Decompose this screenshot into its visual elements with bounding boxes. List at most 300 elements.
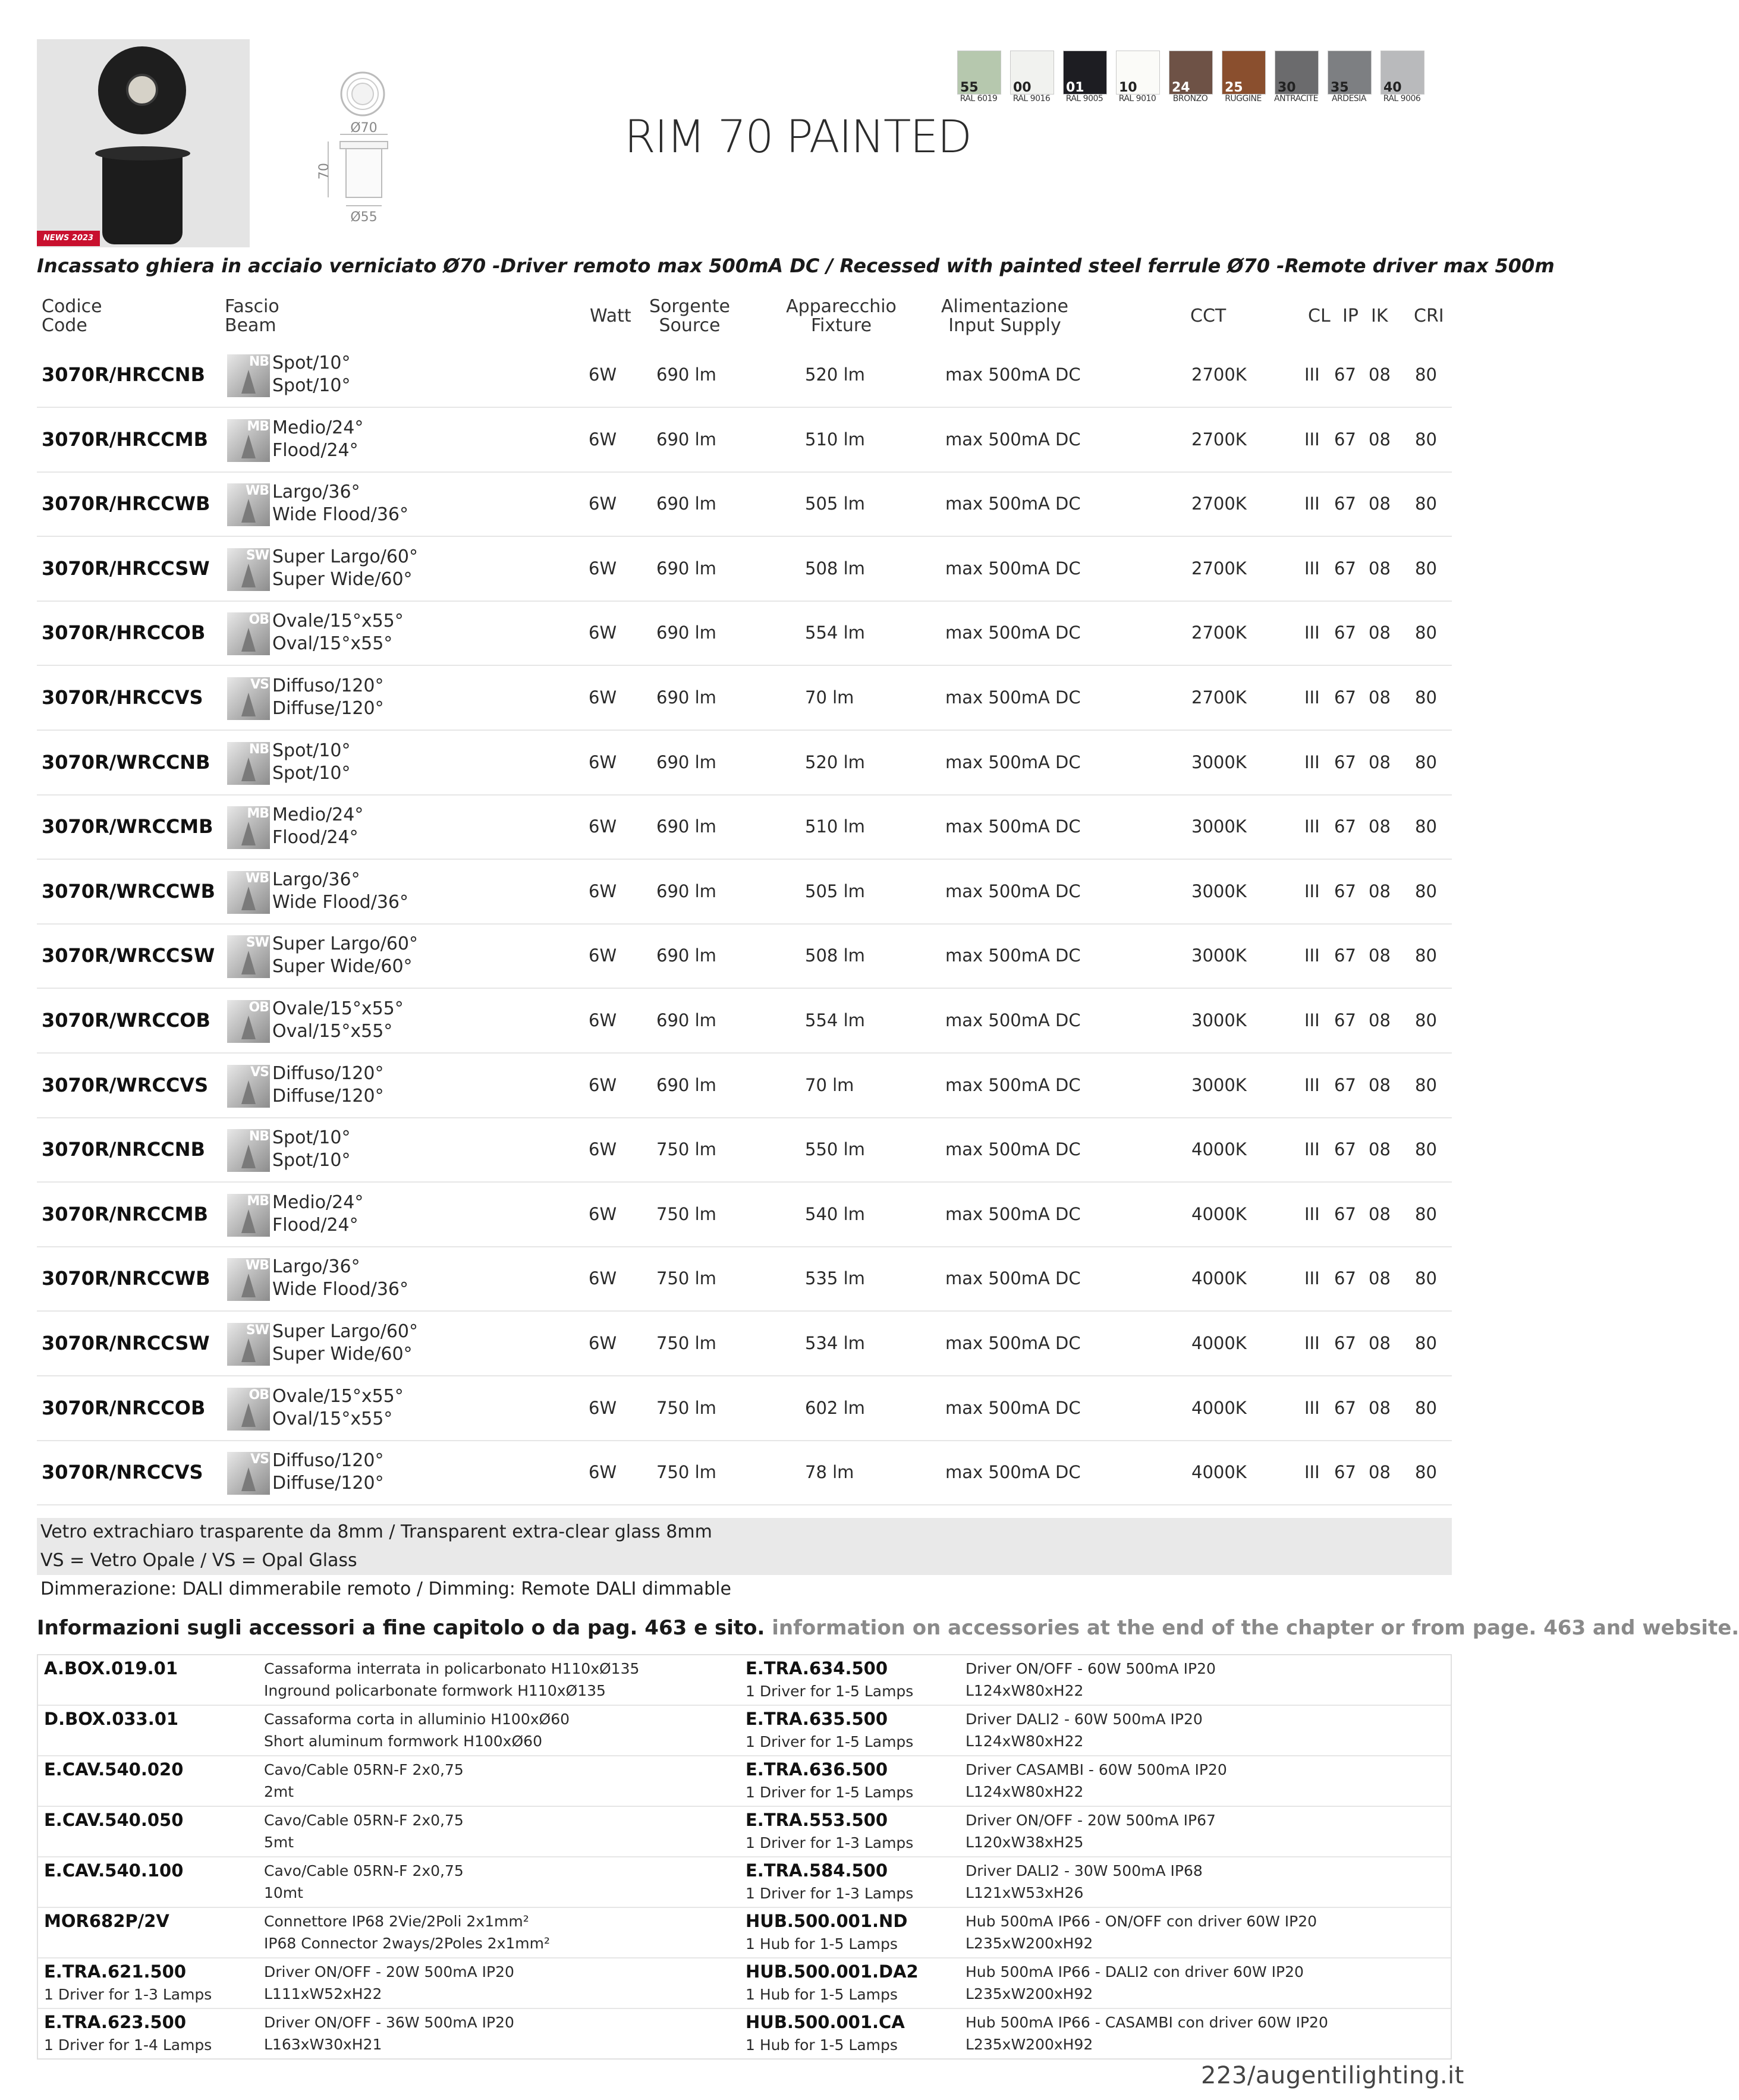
page-title: RIM 70 PAINTED — [624, 110, 971, 163]
accessory-row — [38, 1958, 1451, 2009]
beam-icon-label: SW — [246, 1323, 269, 1338]
product-code: 3070R/NRCCNB — [42, 1138, 205, 1161]
beam-icon-label: SW — [246, 935, 269, 951]
cct-value: 3000K — [1191, 1074, 1247, 1095]
beam-icon-label: OB — [249, 1000, 269, 1015]
lamp-lens — [126, 74, 158, 106]
beam-it: Diffuso/120° — [272, 1450, 384, 1472]
cl-value: III — [1304, 881, 1320, 901]
beam-text — [272, 730, 350, 794]
cri-value: 80 — [1415, 558, 1437, 579]
source-value: 690 lm — [656, 816, 716, 837]
supply-value: max 500mA DC — [945, 1203, 1081, 1224]
supply-value: max 500mA DC — [945, 429, 1081, 449]
col-beam: Fascio Beam — [225, 296, 279, 336]
ik-value: 08 — [1369, 558, 1391, 579]
beam-icon-label: OB — [249, 1387, 269, 1403]
ik-value: 08 — [1369, 1268, 1391, 1289]
swatch-ral: RUGGINE — [1225, 94, 1262, 103]
ik-value: 08 — [1369, 687, 1391, 708]
cct-value: 2700K — [1191, 429, 1247, 449]
supply-value: max 500mA DC — [945, 1074, 1081, 1095]
accessory-row — [38, 1857, 1451, 1908]
cl-value: III — [1304, 1203, 1320, 1224]
cl-value: III — [1304, 1268, 1320, 1289]
cct-value: 4000K — [1191, 1139, 1247, 1160]
beam-en: Diffuse/120° — [272, 1473, 384, 1494]
col-fixture: Apparecchio Fixture — [786, 296, 897, 336]
source-value: 690 lm — [656, 1010, 716, 1030]
ik-value: 08 — [1369, 493, 1391, 514]
acc-right-code: HUB.500.001.DA2 1 Hub for 1-5 Lamps — [746, 1961, 919, 2003]
swatch-code: 55 — [960, 80, 979, 95]
beam-icon-label: WB — [245, 870, 269, 886]
beam-icon-label: NB — [249, 741, 269, 757]
cct-value: 2700K — [1191, 493, 1247, 514]
beam-icon-label: NB — [249, 354, 269, 369]
beam-icon-label: WB — [245, 1258, 269, 1274]
ip-value: 67 — [1334, 1268, 1356, 1289]
ip-value: 67 — [1334, 1010, 1356, 1030]
beam-en: Oval/15°x55° — [272, 1021, 393, 1042]
watt-value: 6W — [589, 1397, 617, 1418]
table-row — [37, 923, 1452, 989]
ik-value: 08 — [1369, 1333, 1391, 1353]
acc-right-desc: Hub 500mA IP66 - ON/OFF con driver 60W IP20 L235xW200xH92 — [966, 1913, 1317, 1952]
product-code: 3070R/WRCCSW — [42, 944, 215, 967]
beam-icon-label: VS — [250, 677, 269, 692]
swatch-ral: RAL 6019 — [960, 94, 998, 103]
beam-it: Largo/36° — [272, 869, 360, 890]
table-row — [37, 407, 1452, 473]
cct-value: 4000K — [1191, 1333, 1247, 1353]
source-value: 750 lm — [656, 1268, 716, 1289]
product-code: 3070R/NRCCVS — [42, 1461, 203, 1484]
product-code: 3070R/NRCCOB — [42, 1396, 206, 1419]
ip-value: 67 — [1334, 1333, 1356, 1353]
product-code: 3070R/NRCCSW — [42, 1332, 210, 1354]
watt-value: 6W — [589, 687, 617, 708]
cri-value: 80 — [1415, 623, 1437, 643]
beam-icon-label: MB — [247, 1193, 269, 1209]
swatch — [1169, 51, 1213, 95]
cl-value: III — [1304, 816, 1320, 837]
beam-it: Medio/24° — [272, 417, 364, 438]
beam-text — [272, 1311, 418, 1375]
table-row — [37, 730, 1452, 796]
fixture-value: 520 lm — [805, 752, 865, 772]
acc-right-code: E.TRA.553.500 1 Driver for 1-3 Lamps — [746, 1810, 914, 1851]
beam-text — [272, 601, 404, 665]
cl-value: III — [1304, 364, 1320, 385]
beam-icon — [227, 742, 270, 785]
ik-value: 08 — [1369, 1074, 1391, 1095]
beam-en: Spot/10° — [272, 1150, 351, 1171]
product-code: 3070R/WRCCVS — [42, 1073, 209, 1096]
beam-icon — [227, 419, 270, 462]
swatch-ral: ARDESIA — [1331, 94, 1367, 103]
beam-icon — [227, 677, 270, 720]
accessory-row — [38, 1756, 1451, 1807]
ip-value: 67 — [1334, 623, 1356, 643]
col-cl: CL — [1308, 306, 1331, 326]
source-value: 690 lm — [656, 752, 716, 772]
cri-value: 80 — [1415, 429, 1437, 449]
beam-text — [272, 1182, 363, 1246]
swatch-ral: RAL 9006 — [1383, 94, 1421, 103]
source-value: 750 lm — [656, 1462, 716, 1483]
source-value: 690 lm — [656, 945, 716, 966]
acc-right-desc: Driver ON/OFF - 60W 500mA IP20 L124xW80xH22 — [966, 1660, 1216, 1699]
product-code: 3070R/HRCCOB — [42, 621, 206, 645]
product-code: 3070R/WRCCOB — [42, 1009, 210, 1032]
swatch — [1222, 51, 1266, 95]
beam-text — [272, 1053, 384, 1117]
beam-icon — [227, 1323, 270, 1366]
beam-en: Oval/15°x55° — [272, 633, 393, 655]
cct-value: 4000K — [1191, 1397, 1247, 1418]
cri-value: 80 — [1415, 752, 1437, 772]
cct-value: 4000K — [1191, 1203, 1247, 1224]
beam-text — [272, 923, 418, 988]
product-code: 3070R/WRCCNB — [42, 750, 210, 774]
ik-value: 08 — [1369, 881, 1391, 901]
beam-it: Ovale/15°x55° — [272, 1385, 404, 1407]
beam-icon — [227, 1129, 270, 1172]
beam-icon — [227, 1194, 270, 1237]
acc-left-code: E.CAV.540.020 — [44, 1759, 184, 1780]
watt-value: 6W — [589, 881, 617, 901]
beam-icon-label: OB — [249, 612, 269, 628]
beam-en: Wide Flood/36° — [272, 1279, 408, 1300]
beam-en: Diffuse/120° — [272, 698, 384, 719]
supply-value: max 500mA DC — [945, 364, 1081, 385]
cri-value: 80 — [1415, 1462, 1437, 1483]
watt-value: 6W — [589, 1203, 617, 1224]
table-row — [37, 471, 1452, 537]
fixture-value: 505 lm — [805, 493, 865, 514]
cri-value: 80 — [1415, 1268, 1437, 1289]
accessory-row — [38, 2009, 1451, 2058]
cl-value: III — [1304, 429, 1320, 449]
swatch-ral: ANTRACITE — [1274, 94, 1318, 103]
acc-left-code: E.CAV.540.100 — [44, 1860, 184, 1881]
acc-right-desc: Driver DALI2 - 60W 500mA IP20 L124xW80xH22 — [966, 1711, 1203, 1750]
ip-value: 67 — [1334, 816, 1356, 837]
col-ik: IK — [1371, 306, 1388, 326]
accessories-table — [37, 1654, 1452, 2060]
acc-right-desc: Driver DALI2 - 30W 500mA IP68 L121xW53xH26 — [966, 1862, 1203, 1901]
supply-value: max 500mA DC — [945, 687, 1081, 708]
beam-icon — [227, 1258, 270, 1301]
source-value: 690 lm — [656, 364, 716, 385]
cl-value: III — [1304, 1462, 1320, 1483]
cri-value: 80 — [1415, 1139, 1437, 1160]
acc-left-code: E.TRA.621.500 1 Driver for 1-3 Lamps — [44, 1961, 212, 2003]
cl-value: III — [1304, 1010, 1320, 1030]
beam-icon — [227, 935, 270, 978]
beam-en: Flood/24° — [272, 827, 359, 848]
supply-value: max 500mA DC — [945, 1010, 1081, 1030]
table-row — [37, 1053, 1452, 1118]
cct-value: 3000K — [1191, 752, 1247, 772]
cct-value: 3000K — [1191, 1010, 1247, 1030]
ik-value: 08 — [1369, 1397, 1391, 1418]
swatch-code: 40 — [1383, 80, 1402, 95]
ik-value: 08 — [1369, 623, 1391, 643]
ip-value: 67 — [1334, 364, 1356, 385]
acc-right-code: E.TRA.584.500 1 Driver for 1-3 Lamps — [746, 1860, 914, 1902]
acc-left-code: A.BOX.019.01 — [44, 1658, 178, 1678]
beam-en: Wide Flood/36° — [272, 891, 408, 913]
cl-value: III — [1304, 1333, 1320, 1353]
note-dimming: Dimmerazione: DALI dimmerabile remoto / Dimming: Remote DALI dimmable — [40, 1579, 731, 1599]
lamp-ferrule — [95, 146, 190, 161]
beam-text — [272, 859, 408, 923]
cri-value: 80 — [1415, 364, 1437, 385]
ik-value: 08 — [1369, 816, 1391, 837]
ik-value: 08 — [1369, 1203, 1391, 1224]
cri-value: 80 — [1415, 945, 1437, 966]
supply-value: max 500mA DC — [945, 1462, 1081, 1483]
beam-icon-label: WB — [245, 483, 269, 499]
beam-icon — [227, 548, 270, 591]
table-row — [37, 536, 1452, 602]
watt-value: 6W — [589, 493, 617, 514]
watt-value: 6W — [589, 558, 617, 579]
table-row — [37, 1440, 1452, 1505]
table-row — [37, 665, 1452, 731]
col-cri: CRI — [1414, 306, 1444, 326]
fixture-value: 78 lm — [805, 1462, 854, 1483]
ik-value: 08 — [1369, 429, 1391, 449]
acc-left-desc: Cassaforma interrata in policarbonato H110xØ135 Inground policarbonate formwork H110xØ135 — [264, 1660, 640, 1699]
watt-value: 6W — [589, 429, 617, 449]
swatch-code: 10 — [1119, 80, 1137, 95]
beam-icon — [227, 1452, 270, 1495]
ip-value: 67 — [1334, 429, 1356, 449]
product-code: 3070R/HRCCSW — [42, 557, 210, 580]
ip-value: 67 — [1334, 881, 1356, 901]
cct-value: 2700K — [1191, 558, 1247, 579]
beam-icon — [227, 1388, 270, 1431]
beam-icon-label: MB — [247, 806, 269, 822]
acc-right-code: HUB.500.001.ND 1 Hub for 1-5 Lamps — [746, 1911, 908, 1953]
beam-icon — [227, 1000, 270, 1043]
beam-en: Super Wide/60° — [272, 568, 413, 590]
dim-diameter: Ø70 — [350, 121, 378, 136]
source-value: 690 lm — [656, 558, 716, 579]
swatch — [1063, 51, 1107, 95]
swatch — [1010, 51, 1054, 95]
beam-icon-label: VS — [250, 1452, 269, 1467]
product-code: 3070R/NRCCWB — [42, 1267, 210, 1290]
acc-right-code: E.TRA.635.500 1 Driver for 1-5 Lamps — [746, 1709, 914, 1750]
beam-text — [272, 342, 350, 407]
fixture-value: 70 lm — [805, 1074, 854, 1095]
table-row — [37, 342, 1452, 408]
cct-value: 2700K — [1191, 364, 1247, 385]
beam-it: Spot/10° — [272, 740, 351, 761]
watt-value: 6W — [589, 1462, 617, 1483]
acc-left-code: E.TRA.623.500 1 Driver for 1-4 Lamps — [44, 2012, 212, 2054]
acc-left-desc: Cavo/Cable 05RN-F 2x0,75 10mt — [264, 1862, 464, 1901]
product-code: 3070R/WRCCWB — [42, 879, 215, 903]
beam-icon-label: MB — [247, 419, 269, 434]
watt-value: 6W — [589, 1139, 617, 1160]
source-value: 690 lm — [656, 881, 716, 901]
cl-value: III — [1304, 1397, 1320, 1418]
source-value: 690 lm — [656, 1074, 716, 1095]
cct-value: 2700K — [1191, 623, 1247, 643]
supply-value: max 500mA DC — [945, 1333, 1081, 1353]
table-row — [37, 1246, 1452, 1312]
cri-value: 80 — [1415, 687, 1437, 708]
swatch-ral: RAL 9005 — [1065, 94, 1103, 103]
dim-height: 70 — [317, 163, 332, 180]
watt-value: 6W — [589, 623, 617, 643]
acc-left-code: E.CAV.540.050 — [44, 1810, 184, 1830]
beam-it: Ovale/15°x55° — [272, 611, 404, 632]
supply-value: max 500mA DC — [945, 1139, 1081, 1160]
acc-left-code: D.BOX.033.01 — [44, 1709, 179, 1729]
note-opal: VS = Vetro Opale / VS = Opal Glass — [37, 1546, 1452, 1575]
lamp-body — [102, 152, 183, 244]
col-supply: Alimentazione Input Supply — [941, 296, 1068, 336]
beam-icon-label: NB — [249, 1129, 269, 1145]
watt-value: 6W — [589, 364, 617, 385]
beam-en: Spot/10° — [272, 375, 351, 396]
watt-value: 6W — [589, 1010, 617, 1030]
fixture-value: 554 lm — [805, 1010, 865, 1030]
beam-it: Super Largo/60° — [272, 1321, 419, 1342]
source-value: 690 lm — [656, 623, 716, 643]
cri-value: 80 — [1415, 816, 1437, 837]
beam-it: Spot/10° — [272, 353, 351, 373]
acc-left-desc: Driver ON/OFF - 36W 500mA IP20 L163xW30xH21 — [264, 2014, 514, 2053]
fixture-value: 508 lm — [805, 558, 865, 579]
accessory-row — [38, 1908, 1451, 1958]
table-row — [37, 859, 1452, 925]
ik-value: 08 — [1369, 945, 1391, 966]
cri-value: 80 — [1415, 1010, 1437, 1030]
acc-left-desc: Cavo/Cable 05RN-F 2x0,75 5mt — [264, 1812, 464, 1851]
beam-icon — [227, 1065, 270, 1108]
cri-value: 80 — [1415, 1203, 1437, 1224]
ik-value: 08 — [1369, 1010, 1391, 1030]
product-code: 3070R/WRCCMB — [42, 815, 213, 838]
watt-value: 6W — [589, 1333, 617, 1353]
watt-value: 6W — [589, 752, 617, 772]
source-value: 750 lm — [656, 1397, 716, 1418]
beam-en: Flood/24° — [272, 439, 359, 461]
product-code: 3070R/HRCCNB — [42, 363, 205, 386]
ip-value: 67 — [1334, 558, 1356, 579]
beam-it: Largo/36° — [272, 482, 360, 503]
beam-icon — [227, 354, 270, 397]
beam-icon — [227, 806, 270, 849]
fixture-value: 520 lm — [805, 364, 865, 385]
cl-value: III — [1304, 1139, 1320, 1160]
swatch — [1275, 51, 1319, 95]
source-value: 690 lm — [656, 493, 716, 514]
dim-hole: Ø55 — [350, 210, 378, 225]
acc-right-code: E.TRA.636.500 1 Driver for 1-5 Lamps — [746, 1759, 914, 1801]
cri-value: 80 — [1415, 1333, 1437, 1353]
cct-value: 2700K — [1191, 687, 1247, 708]
acc-right-code: HUB.500.001.CA 1 Hub for 1-5 Lamps — [746, 2012, 905, 2054]
acc-right-desc: Hub 500mA IP66 - DALI2 con driver 60W IP20 L235xW200xH92 — [966, 1963, 1304, 2002]
watt-value: 6W — [589, 816, 617, 837]
cl-value: III — [1304, 1074, 1320, 1095]
table-row — [37, 1117, 1452, 1183]
ip-value: 67 — [1334, 1203, 1356, 1224]
product-subtitle: Incassato ghiera in acciaio verniciato Ø70 -Driver remoto max 500mA DC / Recessed with painted steel ferrule Ø70 -Remote driver max 500m — [37, 254, 1555, 277]
acc-left-desc: Cavo/Cable 05RN-F 2x0,75 2mt — [264, 1761, 464, 1800]
product-code: 3070R/NRCCMB — [42, 1202, 209, 1225]
swatch-code: 24 — [1172, 80, 1190, 95]
acc-left-code: MOR682P/2V — [44, 1911, 169, 1931]
fixture-value: 554 lm — [805, 623, 865, 643]
acc-left-desc: Cassaforma corta in alluminio H100xØ60 Short aluminum formwork H100xØ60 — [264, 1711, 570, 1750]
swatch — [1380, 51, 1424, 95]
beam-text — [272, 1117, 350, 1181]
ip-value: 67 — [1334, 1397, 1356, 1418]
acc-right-desc: Driver CASAMBI - 60W 500mA IP20 L124xW80xH22 — [966, 1761, 1227, 1800]
col-code: Codice Code — [42, 296, 102, 336]
swatch-code: 01 — [1066, 80, 1084, 95]
fixture-value: 540 lm — [805, 1203, 865, 1224]
beam-text — [272, 471, 408, 536]
cl-value: III — [1304, 687, 1320, 708]
cct-value: 4000K — [1191, 1268, 1247, 1289]
watt-value: 6W — [589, 1074, 617, 1095]
product-code: 3070R/HRCCWB — [42, 492, 210, 515]
watt-value: 6W — [589, 945, 617, 966]
fixture-value: 535 lm — [805, 1268, 865, 1289]
swatch-code: 25 — [1225, 80, 1243, 95]
cl-value: III — [1304, 623, 1320, 643]
page-footer: 223/augentilighting.it — [1201, 2062, 1464, 2089]
supply-value: max 500mA DC — [945, 558, 1081, 579]
fixture-value: 505 lm — [805, 881, 865, 901]
swatch-ral: RAL 9016 — [1012, 94, 1051, 103]
acc-right-desc: Hub 500mA IP66 - CASAMBI con driver 60W IP20 L235xW200xH92 — [966, 2014, 1328, 2053]
beam-en: Spot/10° — [272, 762, 351, 784]
cl-value: III — [1304, 752, 1320, 772]
table-row — [37, 1182, 1452, 1247]
acc-left-desc: Connettore IP68 2Vie/2Poli 2x1mm² IP68 Connector 2ways/2Poles 2x1mm² — [264, 1913, 551, 1952]
accessory-row — [38, 1655, 1451, 1706]
beam-it: Ovale/15°x55° — [272, 998, 404, 1019]
cl-value: III — [1304, 945, 1320, 966]
beam-text — [272, 1376, 404, 1440]
cri-value: 80 — [1415, 1397, 1437, 1418]
news-badge: NEWS 2023 — [37, 231, 100, 246]
beam-it: Diffuso/120° — [272, 1062, 384, 1084]
beam-text — [272, 1440, 384, 1504]
beam-text — [272, 536, 418, 601]
ik-value: 08 — [1369, 1139, 1391, 1160]
col-ip: IP — [1342, 306, 1359, 326]
watt-value: 6W — [589, 1268, 617, 1289]
beam-text — [272, 794, 363, 859]
product-photo — [37, 39, 250, 247]
ip-value: 67 — [1334, 1139, 1356, 1160]
table-row — [37, 794, 1452, 860]
ip-value: 67 — [1334, 1074, 1356, 1095]
beam-icon-label: VS — [250, 1064, 269, 1080]
